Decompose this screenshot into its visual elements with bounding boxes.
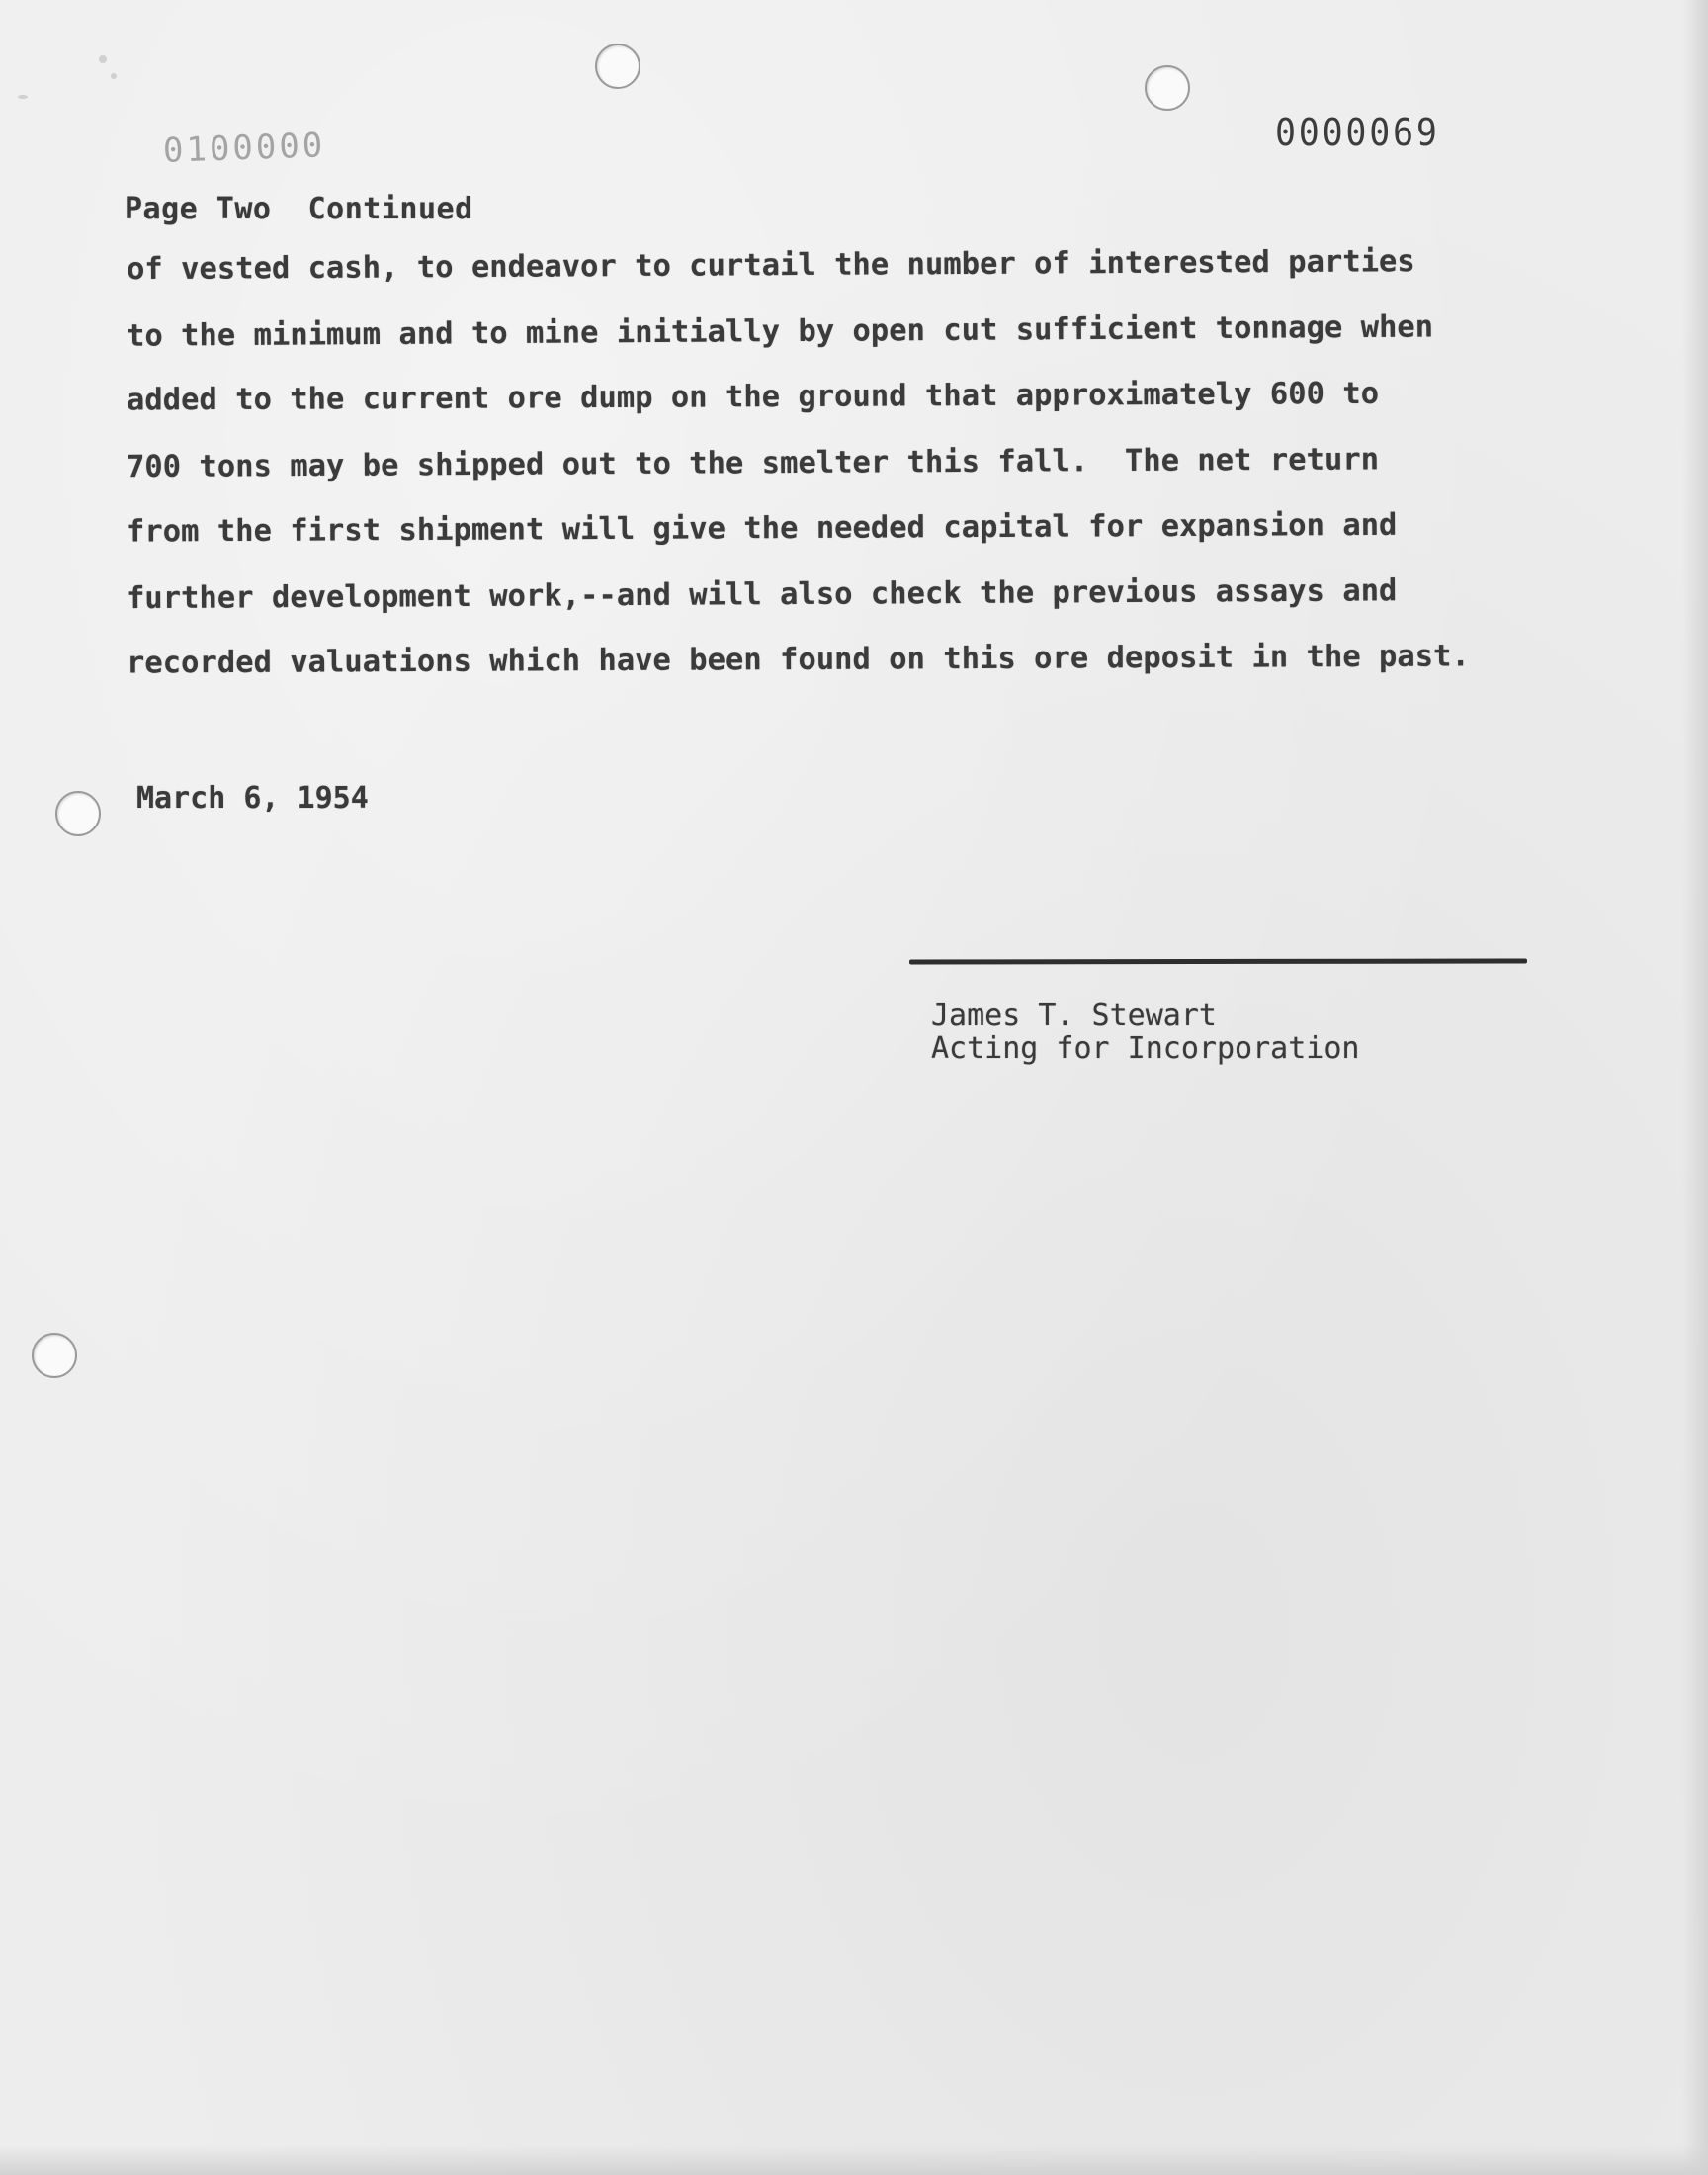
smudge-mark xyxy=(18,95,28,99)
body-line: of vested cash, to endeavor to curtail the number of interested parties xyxy=(126,244,1415,288)
punch-hole-top-right xyxy=(1145,65,1190,111)
page-edge-shadow-right xyxy=(1682,0,1708,2175)
signatory-name: James T. Stewart xyxy=(931,999,1217,1033)
smudge-mark xyxy=(111,73,117,79)
archive-stamp-number-faded: 0100000 xyxy=(162,126,326,171)
body-paragraph xyxy=(127,233,1470,694)
punch-hole-top-left xyxy=(595,44,640,89)
punch-hole-left-lower xyxy=(32,1333,77,1378)
body-line: from the first shipment will give the needed capital for expansion and xyxy=(126,507,1398,550)
body-line: 700 tons may be shipped out to the smelter this fall. The net return xyxy=(126,441,1380,484)
smudge-mark xyxy=(99,55,107,63)
page-heading: Page Two Continued xyxy=(125,192,473,226)
archive-stamp-number: 0000069 xyxy=(1275,111,1440,154)
body-line: to the minimum and to mine initially by open cut sufficient tonnage when xyxy=(126,309,1434,354)
signature-line xyxy=(909,958,1527,964)
body-line: further development work,--and will also check the previous assays and xyxy=(126,572,1398,616)
body-line: recorded valuations which have been found on this ore deposit in the past. xyxy=(126,639,1470,681)
signatory-title: Acting for Incorporation xyxy=(931,1031,1360,1066)
body-line: added to the current ore dump on the ground that approximately 600 to xyxy=(126,376,1380,418)
document-date: March 6, 1954 xyxy=(136,781,369,816)
punch-hole-left-upper xyxy=(55,791,101,836)
page-edge-shadow-bottom xyxy=(0,2145,1708,2175)
